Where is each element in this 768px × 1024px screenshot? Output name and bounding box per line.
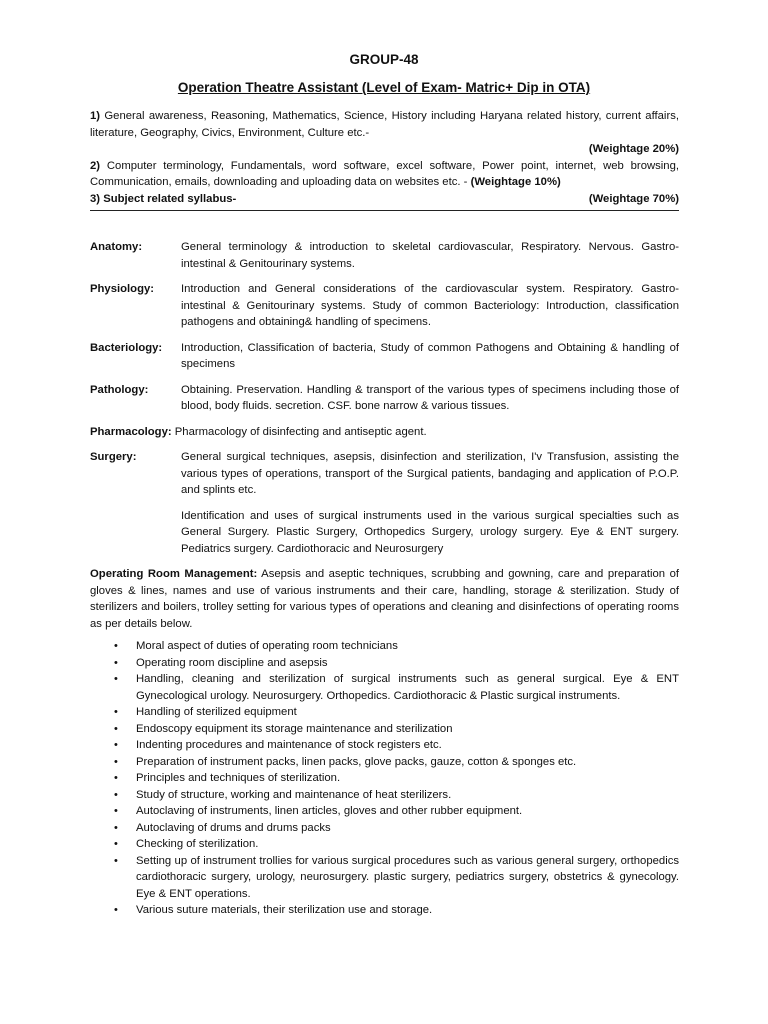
bullet-icon: • — [114, 854, 118, 867]
item-number: 2) — [90, 159, 101, 172]
page-title: Operation Theatre Assistant (Level of Exam- Matric+ Dip in OTA) — [177, 80, 591, 95]
subject-label: Pathology: — [90, 383, 149, 396]
subject-bacteriology — [90, 340, 679, 373]
operating-room-management — [90, 566, 679, 632]
bullet-icon: • — [114, 739, 118, 751]
bullet-list — [90, 638, 679, 919]
general-item-3 — [90, 191, 679, 212]
bullet-icon: • — [114, 722, 118, 735]
list-item: • Setting up of instrument trollies for various surgical procedures such as various general surgery, orthopedics cardiothoracic surgery, urology, neurosurgery. plastic surgery, pediatrics surgery, obstetrics & gynecology. Eye & ENT operations. — [114, 854, 679, 900]
list-item: • Operating room discipline and asepsis — [90, 655, 679, 672]
bullet-icon: • — [114, 821, 118, 834]
list-item: • Autoclaving of drums and drums packs — [90, 820, 679, 837]
orm-text: Asepsis and aseptic techniques, scrubbing and gowning, care and preparation of gloves & lines, names and use of various instruments and their care, handling, storage & sterilization. Study of sterilizers and boilers, trolley setting for various types of operations and cleaning and disinfections of operating rooms as per details below. — [90, 568, 679, 630]
subject-label: Bacteriology: — [90, 341, 163, 354]
item-text: Computer terminology, Fundamentals, word software, excel software, Power point, internet, web browsing, Communication, emails, downloading and uploading data on websites etc. - — [90, 159, 679, 188]
subject-label: Anatomy: — [90, 241, 143, 253]
subject-surgery — [90, 449, 679, 499]
subject-pathology — [90, 382, 679, 415]
list-item: • Endoscopy equipment its storage maintenance and sterilization — [90, 721, 679, 738]
subject-text: Pharmacology of disinfecting and antiseptic agent. — [174, 425, 427, 438]
item-number: 3) — [90, 192, 101, 205]
bullet-icon: • — [114, 904, 118, 916]
subject-text: Introduction, Classification of bacteria, Study of common Pathogens and Obtaining & handling of specimens — [181, 341, 679, 370]
list-item: • Indenting procedures and maintenance of stock registers etc. — [90, 737, 679, 754]
weightage-1: (Weightage 20%) — [588, 143, 679, 155]
list-item: • Study of structure, working and maintenance of heat sterilizers. — [90, 787, 679, 804]
group-heading: GROUP-48 — [349, 52, 419, 67]
subject-text: Obtaining. Preservation. Handling & transport of the various types of specimens including those of blood, body fluids. secretion. CSF. bone narrow & various tissues. — [181, 383, 679, 412]
list-item: • Various suture materials, their sterilization use and storage. — [90, 902, 679, 919]
subject-text: General terminology & introduction to skeletal cardiovascular, Respiratory. Nervous. Gastro-intestinal & Genitourinary systems. — [181, 241, 679, 270]
orm-label: Operating Room Management: — [90, 568, 258, 580]
list-item: • Handling of sterilized equipment — [90, 704, 679, 721]
bullet-icon: • — [114, 656, 118, 669]
bullet-icon: • — [114, 838, 118, 850]
list-item: • Handling, cleaning and sterilization of surgical instruments such as general surgical. Eye & ENT Gynecological urology. Neurosurgery. Orthopedics. Cardiothoracic & Plastic surgical instruments. — [114, 673, 679, 702]
list-item: • Preparation of instrument packs, linen packs, glove packs, gauze, cotton & sponges etc. — [90, 754, 679, 771]
list-item: • Principles and techniques of sterilization. — [90, 770, 679, 787]
weightage-3: (Weightage 70%) — [588, 192, 679, 205]
general-item-2 — [90, 158, 679, 191]
subject-text: General surgical techniques, asepsis, disinfection and sterilization, I'v Transfusion, assisting the various types of operations, transport of the Surgical patients, bandaging and application of P.O.P. and splints etc. — [181, 451, 679, 496]
subject-label: Surgery: — [90, 451, 137, 463]
list-item: • Moral aspect of duties of operating room technicians — [90, 638, 679, 655]
list-item: • Autoclaving of instruments, linen articles, gloves and other rubber equipment. — [90, 803, 679, 820]
bullet-icon: • — [114, 673, 118, 685]
subject-label: Physiology: — [90, 283, 155, 295]
bullet-icon: • — [114, 755, 118, 768]
subject-pharmacology — [90, 424, 679, 441]
subject-anatomy — [90, 239, 679, 272]
weightage-2: (Weightage 10%) — [470, 176, 561, 188]
item-text: General awareness, Reasoning, Mathematics, Science, History including Haryana related history, current affairs, literature, Geography, Civics, Environment, Culture etc.- — [90, 110, 679, 139]
subject-label: Pharmacology: — [90, 425, 172, 438]
surgery-instruments-text: Identification and uses of surgical instruments used in the various surgical specialties such as General Surgery. Plastic Surgery, Orthopedics Surgery, urology surgery. Eye & ENT surgery. Pediatrics surgery. Cardiothoracic and Neurosurgery — [181, 509, 679, 555]
item-text: Subject related syllabus- — [103, 192, 237, 205]
bullet-icon: • — [114, 640, 118, 652]
bullet-icon: • — [114, 788, 118, 801]
syllabus-content — [90, 108, 679, 919]
general-item-1 — [90, 108, 679, 141]
bullet-icon: • — [114, 706, 118, 718]
bullet-icon: • — [114, 805, 118, 817]
subject-physiology — [90, 281, 679, 331]
bullet-icon: • — [114, 772, 118, 784]
item-number: 1) — [90, 110, 101, 122]
list-item: • Checking of sterilization. — [90, 836, 679, 853]
subject-text: Introduction and General considerations of the cardiovascular system. Respiratory. Gastro-intestinal & Genitourinary systems. Study of common Bacteriology: Introduction, classification pathogens and obtaining& handling of specimens. — [181, 283, 679, 328]
